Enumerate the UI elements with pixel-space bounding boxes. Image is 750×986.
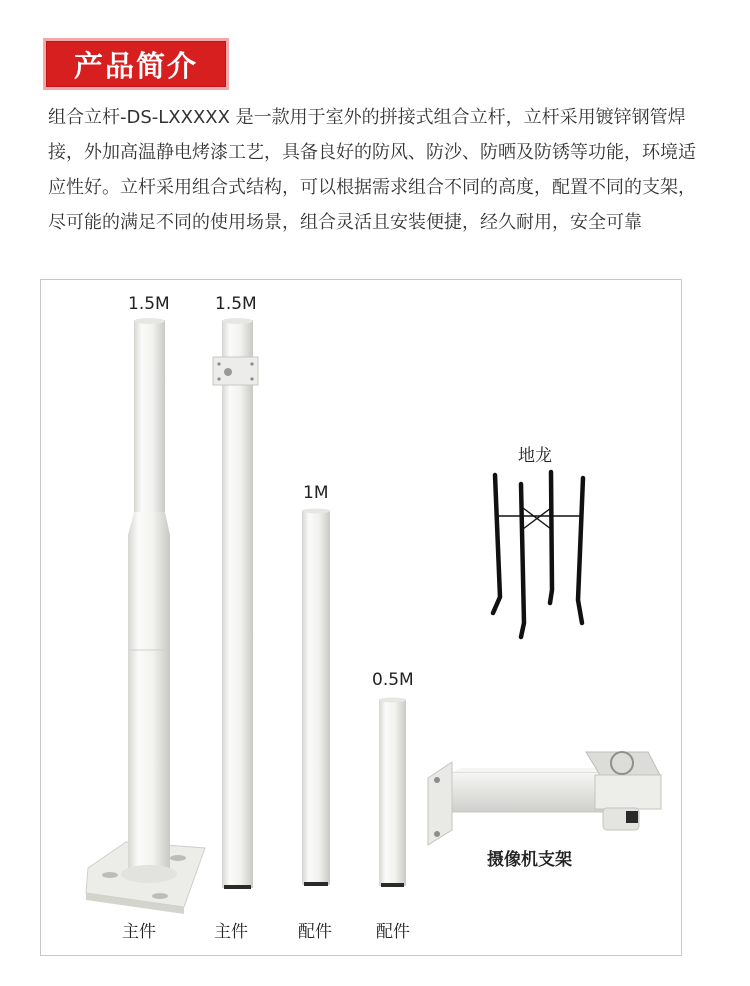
- pole4-caption: 配件: [376, 922, 410, 942]
- pole4-length-label: 0.5M: [372, 670, 414, 690]
- bracket-caption: 摄像机支架: [487, 850, 572, 870]
- extension-pole-1m: [302, 509, 330, 887]
- anchor-caption: 地龙: [518, 446, 552, 466]
- product-intro-text: 组合立杆-DS-LXXXXX 是一款用于室外的拼接式组合立杆，立杆采用镀锌钢管焊接，外加高温静电烤漆工艺，具备良好的防风、防沙、防晒及防锈等功能，环境适应性好。立杆采用组合式结构，可以根据需求组合不同的高度，配置不同的支架，尽可能的满足不同的使用场景，组合灵活且安装便捷，经久耐用，安全可靠: [48, 107, 696, 233]
- extension-pole-0-5m: [379, 698, 406, 888]
- camera-bracket: [428, 752, 661, 845]
- pole3-length-label: 1M: [303, 483, 329, 503]
- pole1-caption: 主件: [122, 922, 156, 942]
- main-pole-with-mount-plate: [213, 318, 258, 889]
- pole3-caption: 配件: [298, 922, 332, 942]
- main-pole-with-base: [86, 318, 205, 914]
- section-title: 产品简介: [73, 48, 198, 83]
- pole1-length-label: 1.5M: [128, 294, 170, 314]
- pole2-length-label: 1.5M: [215, 294, 257, 314]
- pole2-caption: 主件: [214, 922, 248, 942]
- ground-anchor-cage: [493, 472, 583, 637]
